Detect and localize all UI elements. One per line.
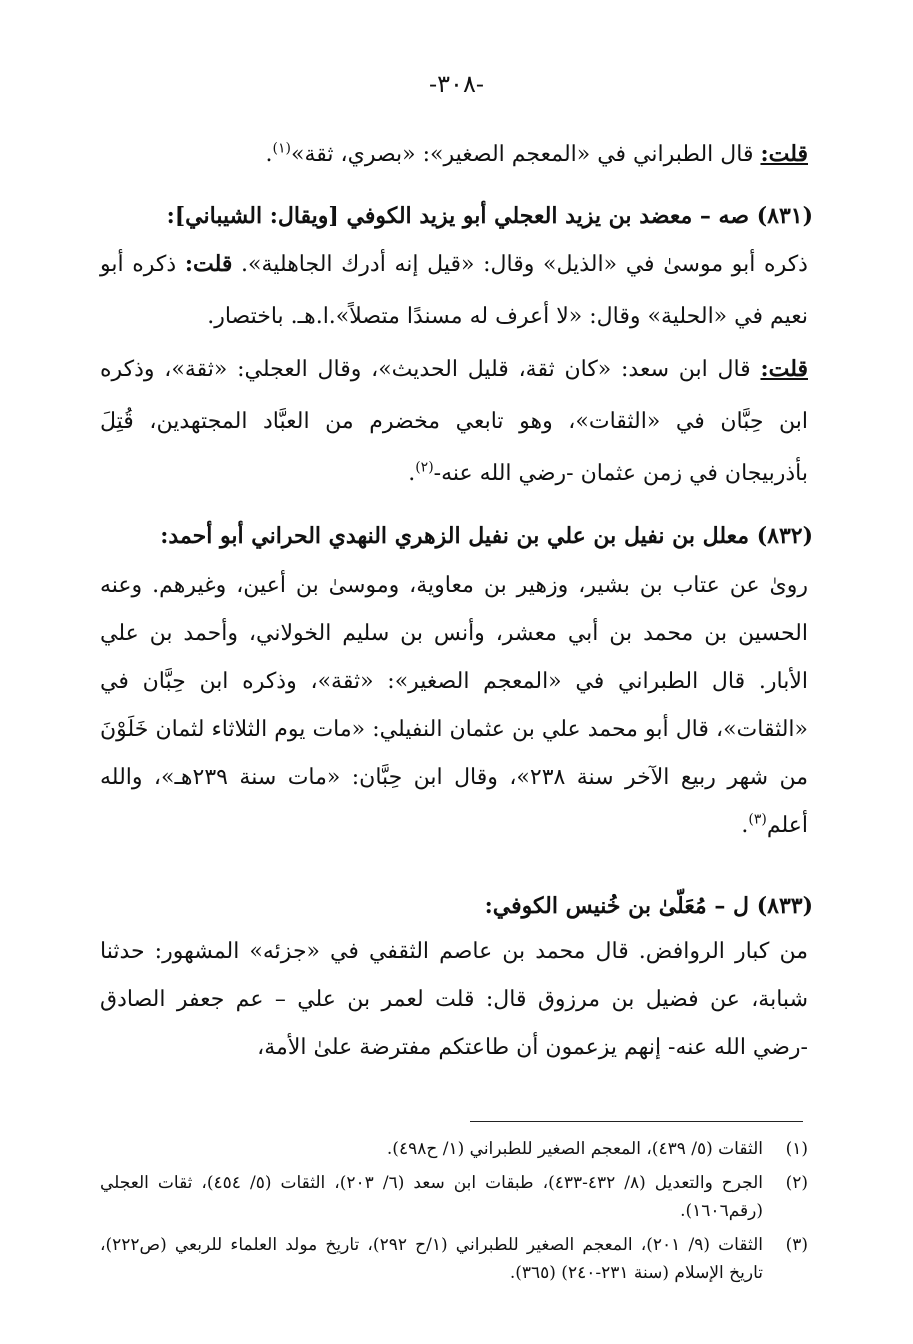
entry-number: (٨٣١) bbox=[756, 203, 813, 229]
entry-833-heading bbox=[100, 886, 813, 926]
footnote-3 bbox=[100, 1231, 808, 1287]
entry-833-paragraph: من كبار الروافض. قال محمد بن عاصم الثقفي في «جزئه» المشهور: حدثنا شبابة، عن فضيل بن مرزوق قال: قلت لعمر بن علي – عم جعفر الصادق -رضي الله عنه- إنهم يزعمون أن طاعتكم مفترضة علىٰ الأمة، bbox=[100, 939, 808, 1060]
footnotes bbox=[100, 1135, 808, 1293]
footnote-number: (٣) bbox=[785, 1235, 808, 1255]
footnote-text: الثقات (٥/ ٤٣٩)، المعجم الصغير للطبراني (١/ ح٤٩٨). bbox=[386, 1139, 763, 1159]
footnote-ref-1[interactable]: (١) bbox=[272, 140, 291, 157]
footnote-divider bbox=[470, 1121, 803, 1122]
entry-title: صه – معضد بن يزيد العجلي أبو يزيد الكوفي [ويقال: الشيباني]: bbox=[166, 203, 750, 229]
footnote-number: (١) bbox=[785, 1139, 808, 1159]
entry-title: ل – مُعَلّىٰ بن خُنيس الكوفي: bbox=[484, 893, 750, 919]
entry-831-paragraph-2: قلت: قال ابن سعد: «كان ثقة، قليل الحديث»، وقال العجلي: «ثقة»، وذكره ابن حِبَّان في «الثقات»، وهو تابعي مخضرم من العبَّاد المجتهدين، قُتِلَ بأذربيجان في زمن عثمان -رضي الله عنه-$^{(٢)}$. bbox=[100, 356, 808, 486]
entry-832-body bbox=[100, 562, 808, 850]
entry-831 bbox=[100, 196, 813, 236]
footnote-2 bbox=[100, 1169, 808, 1225]
entry-832-paragraph: روىٰ عن عتاب بن بشير، وزهير بن معاوية، وموسىٰ بن أعين، وغيرهم. وعنه الحسين بن محمد بن أبي معشر، وأنس بن سليم الخولاني، وأحمد بن علي الأبار. قال الطبراني في «المعجم الصغير»: «ثقة»، وذكره ابن حِبَّان في «الثقات»، قال أبو محمد علي بن عثمان النفيلي: «مات يوم الثلاثاء لثمان خَلَوْنَ من شهر ربيع الآخر سنة ٢٣٨»، وقال ابن حِبَّان: «مات سنة ٢٣٩هـ»، والله أعلم$^{(٣)}$. bbox=[100, 573, 808, 838]
entry-831-paragraph-1: ذكره أبو موسىٰ في «الذيل» وقال: «قيل إنه أدرك الجاهلية». قلت: ذكره أبو نعيم في «الحلية» وقال: «لا أعرف له مسندًا متصلاً».ا.هـ. باختصار. bbox=[100, 251, 808, 329]
qultu-label: قلت: bbox=[184, 251, 233, 277]
opening-note bbox=[100, 128, 808, 181]
footnote-text: الثقات (٩/ ٢٠١)، المعجم الصغير للطبراني (١/ح ٢٩٢)، تاريخ مولد العلماء للربعي (ص٢٢٢)، تاريخ الإسلام (سنة ٢٣١-٢٤٠) (٣٦٥). bbox=[100, 1235, 763, 1283]
footnote-ref-3[interactable]: (٣) bbox=[748, 811, 767, 828]
qultu-label: قلت: bbox=[760, 356, 808, 382]
entry-title: معلل بن نفيل بن علي بن نفيل الزهري النهدي الحراني أبو أحمد: bbox=[160, 523, 750, 549]
footnote-ref-2[interactable]: (٢) bbox=[415, 459, 434, 476]
entry-832-heading bbox=[100, 516, 813, 556]
entry-833 bbox=[100, 886, 813, 926]
entry-number: (٨٣٢) bbox=[756, 523, 813, 549]
entry-831-body bbox=[100, 238, 808, 500]
footnote-1 bbox=[100, 1135, 808, 1163]
entry-832 bbox=[100, 516, 813, 556]
entry-831-heading bbox=[100, 196, 813, 236]
footnote-text: الجرح والتعديل (٨/ ٤٣٢-٤٣٣)، طبقات ابن سعد (٦/ ٢٠٣)، الثقات (٥/ ٤٥٤)، ثقات العجلي (رقم١٦٠٦). bbox=[100, 1173, 764, 1221]
entry-number: (٨٣٣) bbox=[756, 893, 813, 919]
opening-note-text: قلت: قال الطبراني في «المعجم الصغير»: «بصري، ثقة»$^{(١)}$. bbox=[265, 140, 808, 167]
qultu-label: قلت: bbox=[760, 141, 808, 167]
entry-833-body bbox=[100, 928, 808, 1072]
footnote-number: (٢) bbox=[785, 1173, 808, 1193]
page-number: -٣٠٨- bbox=[429, 70, 484, 98]
